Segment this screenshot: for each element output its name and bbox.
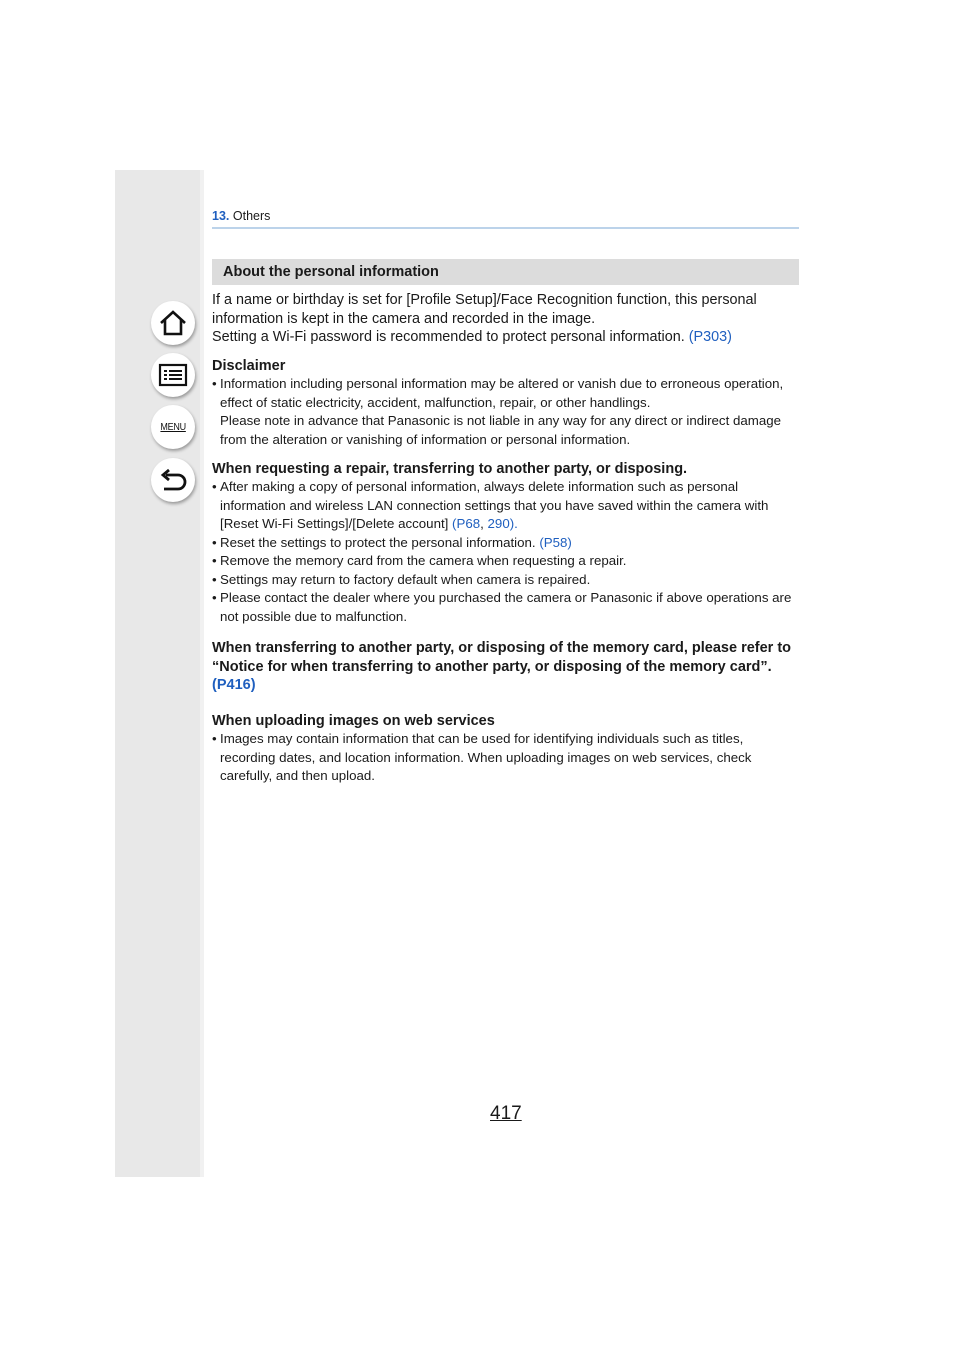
back-arrow-icon [158, 467, 188, 493]
intro-text-2 [212, 328, 799, 347]
list-item [212, 478, 799, 534]
repair-section [212, 461, 799, 626]
breadcrumb [212, 209, 270, 223]
disclaimer-section [212, 358, 799, 449]
disclaimer-title: Disclaimer [212, 358, 286, 374]
chapter-label: Others [232, 209, 271, 223]
repair-bullet-5: Please contact the dealer where you purchased the camera or Panasonic if above operations are not possible due to malfunction. [220, 590, 792, 624]
disclaimer-bullet-text: Information including personal information may be altered or vanish due to erroneous operation, effect of static electricity, accident, malfunction, repair, or other handlings. [220, 376, 784, 410]
intro-paragraph [212, 291, 799, 347]
memory-card-section [212, 639, 799, 695]
bullet-dot: • [212, 553, 217, 568]
list-item [212, 375, 799, 449]
memory-card-text: When transferring to another party, or disposing of the memory card, please refer to “Notice for when transferring to another party, or disposing of the memory card”. [212, 640, 792, 675]
bullet-dot: • [212, 590, 217, 605]
bullet-dot: • [212, 534, 217, 550]
disclaimer-bullet-note: Please note in advance that Panasonic is not liable in any way for any direct or indirect damage from the alteration or vanishing of information or personal information. [220, 413, 782, 447]
repair-bullet-1: After making a copy of personal information, always delete information such as personal information and wireless LAN connection settings that you have saved within the camera with [Reset Wi-Fi Settings]/[Delete account] [220, 479, 769, 531]
menu-button[interactable] [151, 405, 195, 449]
intro-text-2-body: Setting a Wi-Fi password is recommended to protect personal information. [212, 329, 689, 345]
link-p68[interactable]: (P68 [452, 516, 481, 531]
menu-label: MENU [160, 421, 186, 433]
link-p416[interactable]: (P416) [212, 677, 256, 693]
link-separator: , [480, 516, 488, 531]
home-icon [158, 309, 188, 337]
repair-bullet-2: Reset the settings to protect the personal information. [220, 534, 540, 550]
link-p58[interactable]: (P58) [539, 534, 572, 550]
list-item [212, 589, 799, 626]
list-item [212, 552, 799, 571]
repair-title: When requesting a repair, transferring to another party, or disposing. [212, 461, 688, 477]
sidebar-edge [200, 170, 204, 1177]
chapter-number: 13. [212, 209, 230, 223]
list-item [212, 730, 799, 786]
web-title: When uploading images on web services [212, 713, 495, 729]
link-p303[interactable]: (P303) [688, 329, 732, 345]
section-title: About the personal information [212, 259, 799, 285]
contents-button[interactable] [151, 353, 195, 397]
bullet-dot: • [212, 571, 217, 587]
list-item [212, 534, 799, 553]
memory-card-note [212, 639, 799, 695]
web-section [212, 713, 799, 786]
repair-bullet-1-end: . [514, 516, 518, 531]
link-p290[interactable]: 290) [487, 516, 515, 531]
repair-bullet-3: Remove the memory card from the camera when requesting a repair. [220, 553, 627, 568]
page-number: 417 [490, 1103, 522, 1124]
bullet-dot: • [212, 376, 217, 391]
list-icon [158, 363, 188, 387]
home-button[interactable] [151, 301, 195, 345]
header-rule [212, 227, 799, 229]
intro-text-1: If a name or birthday is set for [Profile Setup]/Face Recognition function, this personal information is kept in the camera and recorded in the image. [212, 292, 757, 327]
bullet-dot: • [212, 479, 217, 494]
back-button[interactable] [151, 458, 195, 502]
bullet-dot: • [212, 731, 217, 746]
repair-bullet-4: Settings may return to factory default when camera is repaired. [220, 571, 591, 587]
list-item [212, 571, 799, 590]
web-bullet: Images may contain information that can be used for identifying individuals such as titles, recording dates, and location information. When uploading images on web services, check carefully, and then upload. [220, 731, 752, 783]
